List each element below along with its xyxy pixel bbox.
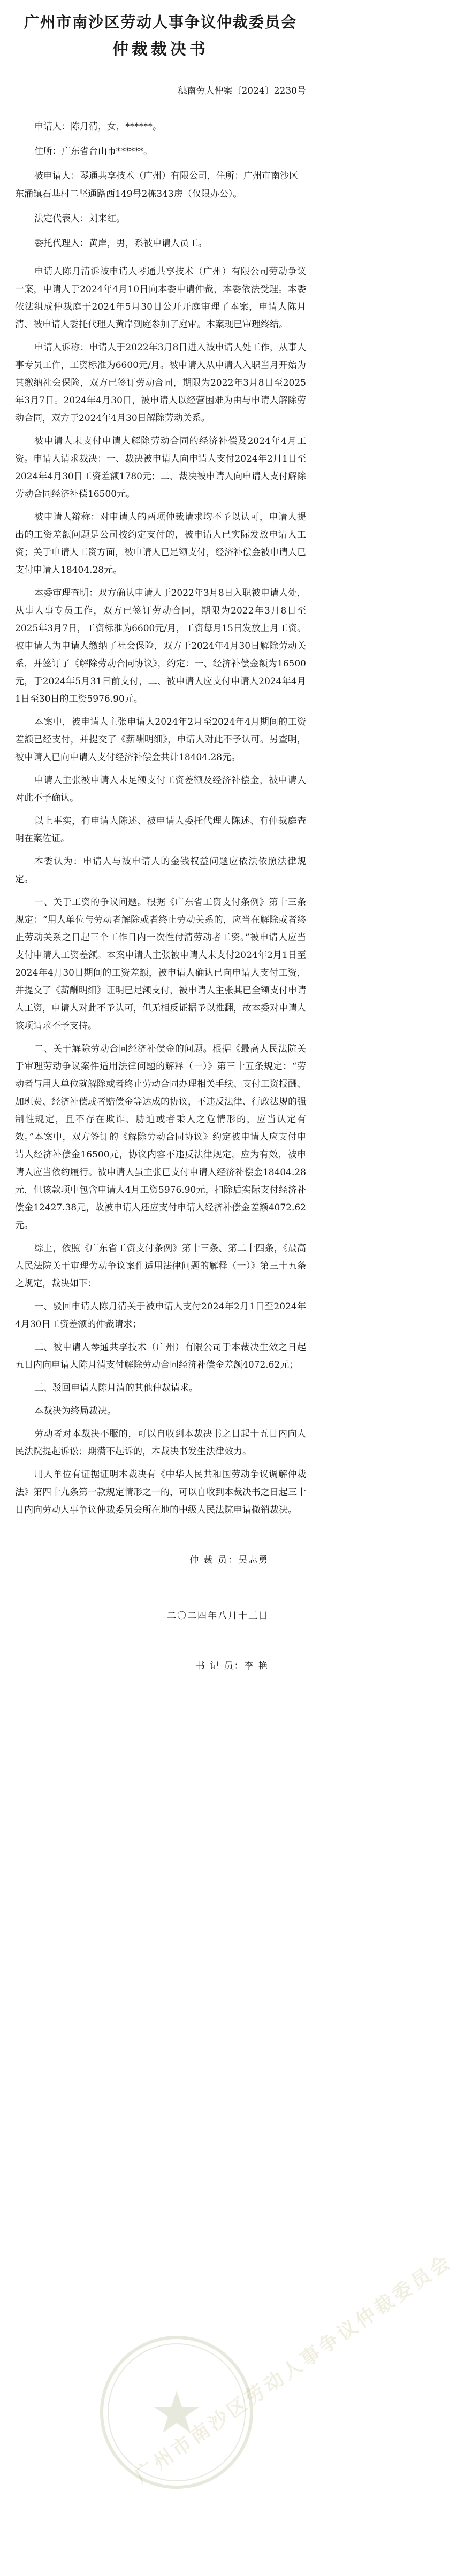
- body-paragraph: 申请人诉称：申请人于2022年3月8日进入被申请人处工作，从事人事专员工作，工资标准为6600元/月。被申请人从申请人入职当月开始为其缴纳社会保险，双方已签订劳动合同，期限为2022年3月8日至2025年3月7日。2024年4月30日，被申请人以经营困难为由与申请人解除劳动合同，双方于2024年4月30日解除劳动关系。: [15, 342, 306, 424]
- seal-text-watermark: 广州市南沙区劳动人事争议仲裁委员会: [131, 2250, 456, 2487]
- document-body: [15, 263, 306, 1519]
- ruling-item: 三、驳回申请人陈月清的其他仲裁请求。: [34, 1383, 198, 1393]
- doc-title: 仲裁裁决书: [112, 40, 209, 59]
- party-applicant: 申请人：陈月清，女，******。: [34, 121, 162, 132]
- parties-section: [15, 118, 306, 252]
- body-paragraph: 本裁决为终局裁决。: [34, 1406, 116, 1416]
- body-paragraph: 综上，依照《广东省工资支付条例》第十三条、第二十四条，《最高人民法院关于审理劳动争议案件适用法律问题的解释（一）》第三十五条之规定，裁决如下：: [15, 1243, 306, 1289]
- party-applicant-address: 住所：广东省台山市******。: [34, 146, 153, 157]
- case-number: 穗南劳人仲案〔2024〕2230号: [178, 86, 306, 96]
- ruling-item: 二、被申请人琴通共享技术（广州）有限公司于本裁决生效之日起五日内向申请人陈月清支付解除劳动合同经济补偿金差额4072.62元；: [15, 1342, 306, 1370]
- body-paragraph: 本案中，被申请人主张申请人2024年2月至2024年4月期间的工资差额已经支付，并提交了《薪酬明细》，申请人对此不予认可。另查明，被申请人已向申请人支付经济补偿金共计18404.28元。: [15, 717, 306, 763]
- body-paragraph: 被申请人未支付申请人解除劳动合同的经济补偿及2024年4月工资。申请人请求裁决：一、裁决被申请人向申请人支付2024年2月1日至2024年4月30日工资差额1780元；二、裁决被申请人向申请人支付解除劳动合同经济补偿16500元。: [15, 436, 306, 500]
- party-agent: 委托代理人：黄岸，男，系被申请人员工。: [34, 238, 207, 249]
- ruling-item: 一、驳回申请人陈月清关于被申请人支付2024年2月1日至2024年4月30日工资差额的仲裁请求；: [15, 1301, 306, 1330]
- clerk-line: 书 记 员：李 艳: [195, 1661, 269, 1672]
- body-paragraph: 一、关于工资的争议问题。根据《广东省工资支付条例》第十三条规定：“用人单位与劳动者解除或者终止劳动关系的，应当在解除或者终止劳动关系之日起三个工作日内一次性付清劳动者工资。”被申请人应当支付申请人工资差额。本案申请人主张被申请人未支付2024年2月1日至2024年4月30日期间的工资差额，被申请人确认已向申请人支付工资，并提交了《薪酬明细》证明已足额支付，被申请人主张其已全额支付申请人工资，申请人对此不予认可，但无相反证据予以推翻，故本委对申请人该项请求不予支持。: [15, 897, 306, 1031]
- ruling-date: 二〇二四年八月十三日: [167, 1611, 269, 1621]
- body-paragraph: 劳动者对本裁决不服的，可以自收到本裁决书之日起十五日内向人民法院提起诉讼；期满不起诉的，本裁决书发生法律效力。: [15, 1429, 306, 1457]
- body-paragraph: 被申请人辩称：对申请人的两项仲裁请求均不予以认可，申请人提出的工资差额问题是公司按约定支付的，被申请人已实际发放申请人工资；关于申请人工资方面，被申请人已足额支付，经济补偿金被申请人已支付申请人18404.28元。: [15, 512, 306, 576]
- party-respondent: 被申请人：琴通共享技术（广州）有限公司，住所：广州市南沙区东涌镇石基村二坚通路西149号2栋343房（仅限办公）。: [15, 171, 298, 200]
- arbitrator-line: 仲 裁 员：吴志勇: [189, 1555, 269, 1566]
- body-paragraph: 用人单位有证据证明本裁决有《中华人民共和国劳动争议调解仲裁法》第四十九条第一款规定情形之一的，可以自收到本裁决书之日起三十日内向劳动人事争议仲裁委员会所在地的中级人民法院申请撤销裁决。: [15, 1469, 306, 1515]
- body-paragraph: 本委审理查明：双方确认申请人于2022年3月8日入职被申请人处，从事人事专员工作，双方已签订劳动合同，期限为2022年3月8日至2025年3月7日，工资标准为6600元/月，工资每月15日发放上月工资。被申请人为申请人缴纳了社会保险，双方于2024年4月30日解除劳动关系，并签订了《解除劳动合同协议》，约定：一、经济补偿金额为16500元，于2024年5月31日前支付，二、被申请人应支付申请人2024年4月1日至30日的工资5976.90元。: [15, 588, 306, 704]
- body-paragraph: 本委认为：申请人与被申请人的金钱权益问题应依法依照法律规定。: [15, 856, 306, 885]
- body-paragraph: 二、关于解除劳动合同经济补偿金的问题。根据《最高人民法院关于审理劳动争议案件适用法律问题的解释（一）》第三十五条规定：“劳动者与用人单位就解除或者终止劳动合同办理相关手续、支付工资报酬、加班费、经济补偿或者赔偿金等达成的协议，不违反法律、行政法规的强制性规定，且不存在欺诈、胁迫或者乘人之危情形的，应当认定有效。”本案中，双方签订的《解除劳动合同协议》约定被申请人应支付申请人经济补偿金16500元，协议内容不违反法律规定，应为有效，被申请人应当依约履行。被申请人虽主张已支付申请人经济补偿金18404.28元，但该款项中包含申请人4月工资5976.90元，扣除后实际支付经济补偿金12427.38元，故被申请人还应支付申请人经济补偿金差额4072.62元。: [15, 1044, 306, 1231]
- party-legal-rep: 法定代表人：刘来红。: [34, 213, 125, 224]
- body-paragraph: 申请人陈月清诉被申请人琴通共享技术（广州）有限公司劳动争议一案，申请人于2024年4月10日向本委申请仲裁，本委依法受理。本委依法组成仲裁庭于2024年5月30日公开开庭审理了本案，申请人陈月清、被申请人委托代理人黄岸到庭参加了庭审。本案现已审理终结。: [15, 266, 306, 330]
- body-paragraph: 申请人主张被申请人未足额支付工资差额及经济补偿金，被申请人对此不予确认。: [15, 775, 306, 803]
- signature-block: [15, 1551, 306, 1675]
- body-paragraph: 以上事实，有申请人陈述、被申请人委托代理人陈述、有仲裁庭查明在案佐证。: [15, 816, 306, 844]
- org-title: 广州市南沙区劳动人事争议仲裁委员会: [24, 13, 297, 31]
